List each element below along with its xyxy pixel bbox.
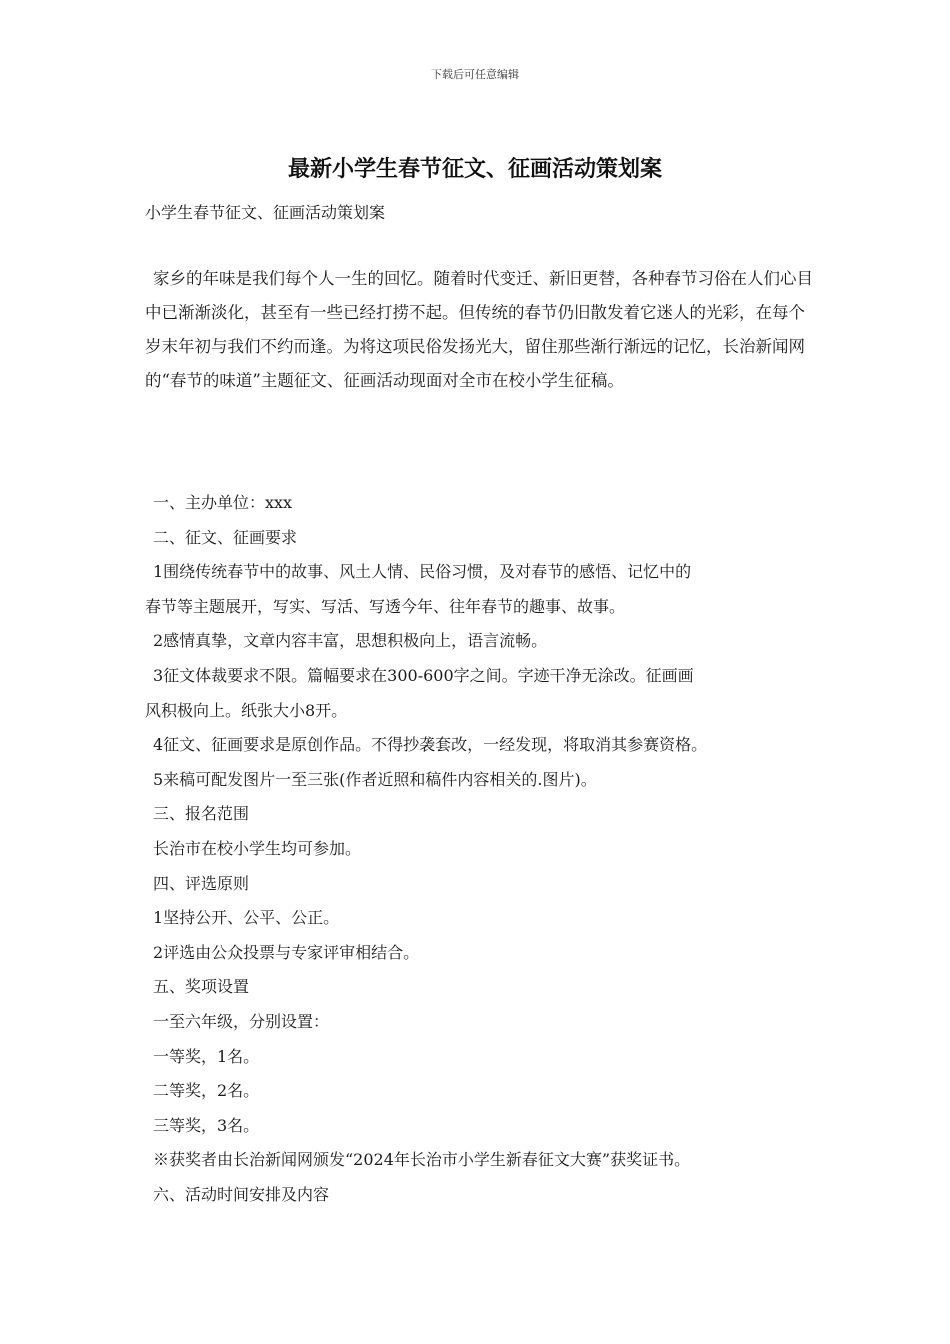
body-line: 风积极向上。纸张大小8开。 [145,700,348,720]
body-line: 长治市在校小学生均可参加。 [153,838,362,858]
body-line: 一等奖，1名。 [153,1046,260,1066]
body-line: 二等奖，2名。 [153,1081,260,1101]
document-subtitle: 小学生春节征文、征画活动策划案 [145,203,386,222]
body-line: 1坚持公开、公平、公正。 [153,908,340,928]
body-line: 一至六年级，分别设置： [153,1011,330,1031]
body-line: 2评选由公众投票与专家评审相结合。 [153,942,420,962]
header-note: 下载后可任意编辑 [431,68,519,81]
body-line: 三、报名范围 [153,804,250,824]
document-body [145,486,815,1212]
body-line: 5来稿可配发图片一至三张(作者近照和稿件内容相关的.图片)。 [153,769,597,789]
body-line: 4征文、征画要求是原创作品。不得抄袭套改，一经发现，将取消其参赛资格。 [153,735,708,755]
body-line: 一、主办单位：xxx [153,493,293,512]
document-title: 最新小学生春节征文、征画活动策划案 [287,156,662,182]
body-line: 2感情真挚，文章内容丰富，思想积极向上，语言流畅。 [153,631,548,651]
body-line: 二、征文、征画要求 [153,527,298,547]
body-line: 春节等主题展开，写实、写活、写透今年、往年春节的趣事、故事。 [145,596,626,616]
body-line: 六、活动时间安排及内容 [153,1184,330,1204]
body-line: 三等奖，3名。 [153,1115,260,1135]
intro-paragraph [145,262,815,398]
body-line: ※获奖者由长治新闻网颁发“2024年长治市小学生新春征文大赛”获奖证书。 [153,1150,691,1170]
body-line: 四、评选原则 [153,873,250,893]
body-line: 五、奖项设置 [153,977,250,997]
body-line: 1围绕传统春节中的故事、风土人情、民俗习惯，及对春节的感悟、记忆中的 [153,562,692,582]
intro-text: 家乡的年味是我们每个人一生的回忆。随着时代变迁、新旧更替，各种春节习俗在人们心目中已渐渐淡化，甚至有一些已经打捞不起。但传统的春节仍旧散发着它迷人的光彩，在每个岁末年初与我们不约而逢。为将这项民俗发扬光大，留住那些渐行渐远的记忆，长治新闻网的“春节的味道”主题征文、征画活动现面对全市在校小学生征稿。 [145,269,813,390]
body-line: 3征文体裁要求不限。篇幅要求在300-600字之间。字迹干净无涂改。征画画 [153,665,694,685]
